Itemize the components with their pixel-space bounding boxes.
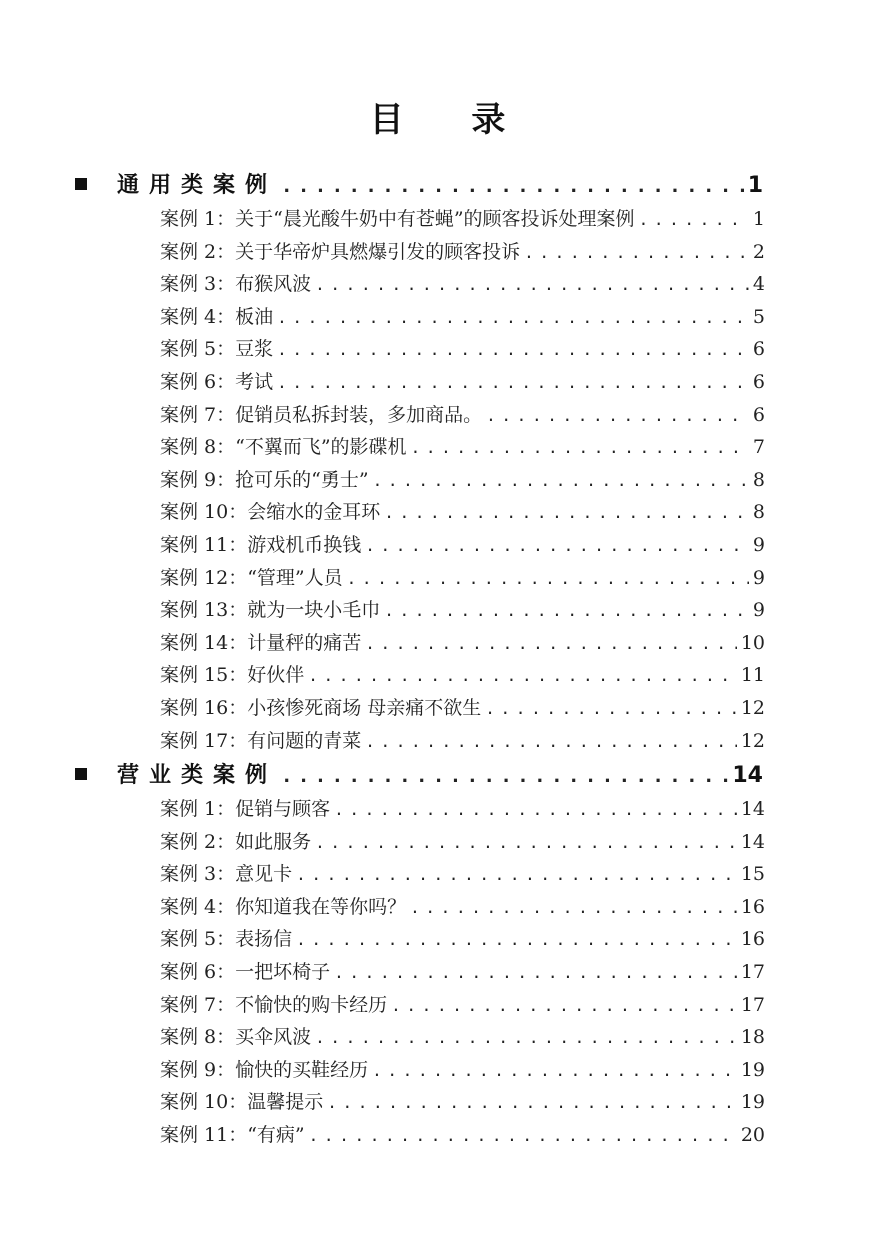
toc-entry-title: 案例 1：促销与顾客: [160, 798, 331, 821]
toc-page-number: 9: [752, 533, 765, 556]
toc-page-number: 19: [740, 1091, 765, 1114]
toc-entry[interactable]: [0, 924, 875, 957]
dot-leader: [281, 175, 744, 197]
dot-leader: [277, 340, 749, 359]
toc-page-number: 1: [752, 208, 765, 230]
dot-leader: [639, 210, 749, 229]
toc-page-number: 11: [740, 664, 765, 687]
toc-page-number: 8: [752, 468, 765, 491]
toc-entry[interactable]: [0, 957, 875, 990]
toc-section-title: 通用类案例: [117, 173, 278, 198]
toc-entry-title: 案例 9：抢可乐的“勇士”: [160, 468, 369, 491]
dot-leader: [334, 800, 737, 819]
toc-page-number: 7: [752, 436, 765, 459]
toc-page-number: 19: [740, 1058, 765, 1081]
toc-entry-title: 案例 15：好伙伴: [160, 664, 305, 687]
dot-leader: [391, 996, 737, 1015]
toc-entry-title: 案例 6：考试: [160, 370, 274, 393]
toc-entry-title: 案例 4：你知道我在等你吗？: [160, 895, 407, 918]
dot-leader: [296, 930, 737, 949]
page-title: 目 录: [369, 100, 534, 140]
toc-entry-title: 案例 9：愉快的买鞋经历: [160, 1058, 369, 1081]
toc-section[interactable]: [0, 168, 875, 204]
toc-entry-title: 案例 14：计量秤的痛苦: [160, 631, 362, 654]
dot-leader: [308, 666, 737, 685]
dot-leader: [365, 634, 737, 653]
dot-leader: [315, 1028, 737, 1047]
toc-entry-title: 案例 10：温馨提示: [160, 1091, 324, 1114]
toc-page-number: 1: [747, 173, 763, 198]
dot-leader: [365, 536, 749, 555]
toc-page-number: 18: [740, 1026, 765, 1049]
toc-entry-title: 案例 3：布猴风波: [160, 273, 312, 296]
dot-leader: [277, 373, 749, 392]
toc-page-number: 6: [752, 338, 765, 361]
toc-page-number: 5: [752, 305, 765, 328]
toc-entry[interactable]: [0, 693, 875, 726]
dot-leader: [309, 1126, 737, 1145]
toc-entry-title: 案例 8：买伞风波: [160, 1026, 312, 1049]
dot-leader: [277, 308, 749, 327]
toc-page-number: 17: [740, 993, 765, 1016]
toc-entry[interactable]: [0, 794, 875, 827]
toc-page-number: 12: [740, 696, 765, 719]
toc-entry-title: 案例 8：“不翼而飞”的影碟机: [160, 436, 407, 459]
toc-entry[interactable]: [0, 1087, 875, 1120]
toc-section[interactable]: [0, 758, 875, 794]
toc-page-number: 20: [740, 1124, 765, 1147]
toc-page-number: 12: [740, 729, 765, 752]
toc-entry-title: 案例 7：促销员私拆封装，多加商品。: [160, 403, 483, 426]
dot-leader: [281, 765, 728, 787]
toc-entry[interactable]: [0, 660, 875, 693]
toc-entry[interactable]: [0, 530, 875, 563]
dot-leader: [315, 275, 749, 294]
toc-entry-title: 案例 2：如此服务: [160, 830, 312, 853]
square-bullet-icon: [75, 178, 87, 190]
toc-page-number: 17: [740, 961, 765, 984]
toc-entry[interactable]: [0, 432, 875, 465]
toc-entry-title: 案例 17：有问题的青菜: [160, 729, 362, 752]
toc-page-number: 8: [752, 501, 765, 524]
dot-leader: [315, 833, 737, 852]
dot-leader: [296, 865, 737, 884]
toc-entry-title: 案例 7：不愉快的购卡经历: [160, 993, 388, 1016]
toc-entry[interactable]: [0, 302, 875, 335]
toc-entry-title: 案例 13：就为一块小毛巾: [160, 599, 381, 622]
toc-entry-title: 案例 5：豆浆: [160, 338, 274, 361]
toc-entry-title: 案例 1：关于“晨光酸牛奶中有苍蝇”的顾客投诉处理案例: [160, 208, 635, 230]
toc-entry[interactable]: [0, 1120, 875, 1153]
dot-leader: [372, 1061, 737, 1080]
toc-entry-title: 案例 16：小孩惨死商场 母亲痛不欲生: [160, 696, 482, 719]
toc-entry[interactable]: [0, 859, 875, 892]
toc-entry[interactable]: [0, 595, 875, 628]
dot-leader: [334, 963, 737, 982]
dot-leader: [384, 601, 749, 620]
toc-entry-title: 案例 6：一把坏椅子: [160, 961, 331, 984]
dot-leader: [486, 406, 749, 425]
dot-leader: [365, 732, 737, 751]
toc-entry[interactable]: [0, 497, 875, 530]
toc-entry[interactable]: [0, 269, 875, 302]
toc-entry[interactable]: [0, 990, 875, 1023]
dot-leader: [524, 243, 749, 262]
toc-entry[interactable]: [0, 892, 875, 925]
dot-leader: [411, 438, 749, 457]
toc-entry[interactable]: [0, 726, 875, 759]
dot-leader: [373, 471, 749, 490]
toc-page-number: 15: [740, 863, 765, 886]
toc-page-number: 6: [752, 403, 765, 426]
toc-entry-title: 案例 11：游戏机币换钱: [160, 533, 362, 556]
toc-entry[interactable]: [0, 400, 875, 433]
toc-entry-title: 案例 10：会缩水的金耳环: [160, 501, 381, 524]
toc-entry-title: 案例 11：“有病”: [160, 1124, 305, 1147]
toc-entry-title: 案例 5：表扬信: [160, 928, 293, 951]
table-of-contents: [0, 168, 875, 1153]
toc-page-number: 10: [740, 631, 765, 654]
toc-entry[interactable]: [0, 1022, 875, 1055]
dot-leader: [485, 699, 737, 718]
toc-entry[interactable]: [0, 563, 875, 596]
toc-section-title: 营业类案例: [117, 763, 278, 789]
dot-leader: [347, 569, 749, 588]
toc-entry[interactable]: [0, 367, 875, 400]
toc-entry[interactable]: [0, 465, 875, 498]
toc-entry-title: 案例 4：板油: [160, 305, 274, 328]
toc-entry-title: 案例 2：关于华帝炉具燃爆引发的顾客投诉: [160, 240, 521, 263]
toc-page-number: 14: [740, 830, 765, 853]
toc-entry[interactable]: [0, 1055, 875, 1088]
toc-entry-title: 案例 3：意见卡: [160, 863, 293, 886]
toc-page-number: 14: [740, 798, 765, 821]
toc-entry[interactable]: [0, 827, 875, 860]
dot-leader: [327, 1093, 737, 1112]
toc-entry[interactable]: [0, 334, 875, 367]
toc-page-number: 6: [752, 370, 765, 393]
toc-page-number: 9: [752, 599, 765, 622]
toc-entry[interactable]: [0, 204, 875, 237]
toc-entry[interactable]: [0, 628, 875, 661]
toc-page-number: 14: [732, 763, 763, 789]
toc-entry-title: 案例 12：“管理”人员: [160, 566, 343, 589]
toc-page-number: 16: [740, 895, 765, 918]
toc-page-number: 2: [752, 240, 765, 263]
toc-page-number: 4: [752, 273, 765, 296]
toc-page-number: 9: [752, 566, 765, 589]
square-bullet-icon: [75, 768, 87, 780]
dot-leader: [410, 898, 737, 917]
dot-leader: [384, 503, 749, 522]
toc-entry[interactable]: [0, 237, 875, 270]
toc-page-number: 16: [740, 928, 765, 951]
